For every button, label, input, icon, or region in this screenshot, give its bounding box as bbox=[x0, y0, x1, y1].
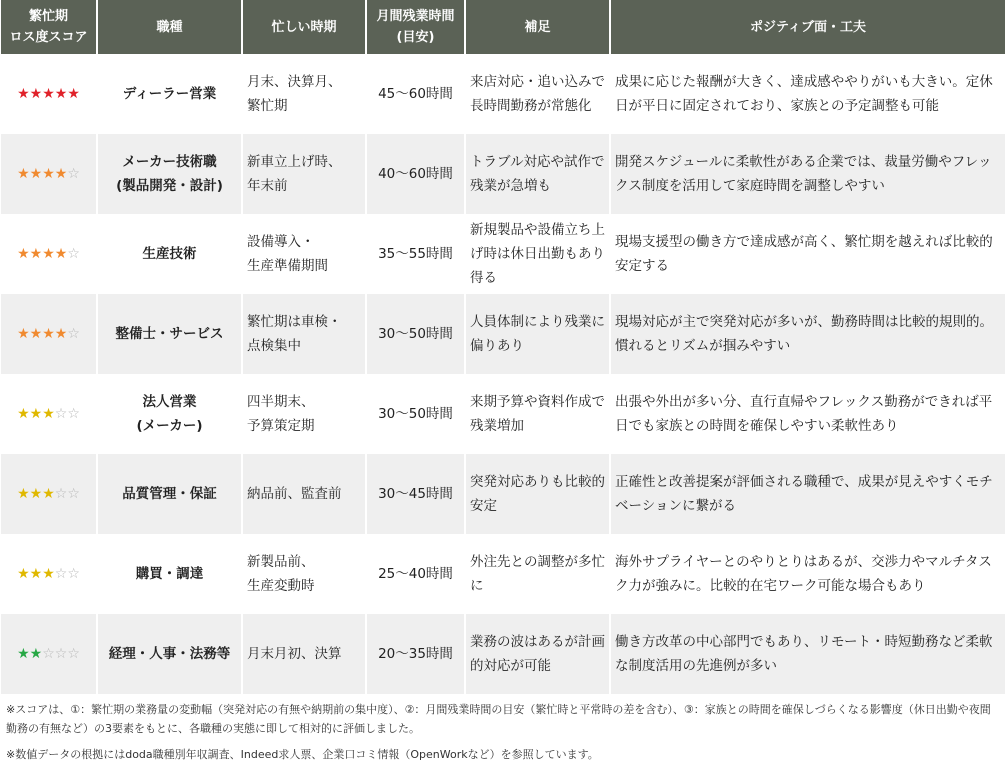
filled-stars-icon: ★★★★ bbox=[17, 246, 68, 262]
busy-period: 納品前、監査前 bbox=[242, 454, 366, 534]
table-header-row bbox=[1, 0, 1005, 54]
table-row bbox=[1, 534, 1005, 614]
overtime-hours: 35〜55時間 bbox=[366, 214, 465, 294]
header-note: 補足 bbox=[465, 0, 610, 54]
empty-stars-icon: ☆☆ bbox=[54, 566, 80, 582]
filled-stars-icon: ★★★★ bbox=[17, 166, 68, 182]
empty-stars-icon: ☆☆ bbox=[54, 406, 80, 422]
empty-stars-icon: ☆ bbox=[67, 326, 80, 342]
job-name: 経理・人事・法務等 bbox=[97, 614, 242, 694]
job-name: 整備士・サービス bbox=[97, 294, 242, 374]
overtime-hours: 30〜50時間 bbox=[366, 374, 465, 454]
table-row bbox=[1, 454, 1005, 534]
job-name: ディーラー営業 bbox=[97, 54, 242, 134]
busy-period: 四半期末、 予算策定期 bbox=[242, 374, 366, 454]
supplement-note: 業務の波はあるが計画的対応が可能 bbox=[465, 614, 610, 694]
score-stars bbox=[1, 214, 97, 294]
supplement-note: 来期予算や資料作成で残業増加 bbox=[465, 374, 610, 454]
positive-points: 働き方改革の中心部門でもあり、リモート・時短勤務など柔軟な制度活用の先進例が多い bbox=[610, 614, 1005, 694]
positive-points: 開発スケジュールに柔軟性がある企業では、裁量労働やフレックス制度を活用して家庭時間を調整しやすい bbox=[610, 134, 1005, 214]
overtime-hours: 25〜40時間 bbox=[366, 534, 465, 614]
busy-period: 設備導入・ 生産準備期間 bbox=[242, 214, 366, 294]
header-overtime: 月間残業時間 (目安) bbox=[366, 0, 465, 54]
overtime-hours: 30〜50時間 bbox=[366, 294, 465, 374]
supplement-note: トラブル対応や試作で残業が急増も bbox=[465, 134, 610, 214]
table-row bbox=[1, 294, 1005, 374]
filled-stars-icon: ★★ bbox=[17, 646, 43, 662]
filled-stars-icon: ★★★★ bbox=[17, 326, 68, 342]
job-name: 法人営業 (メーカー) bbox=[97, 374, 242, 454]
busy-period: 月末月初、決算 bbox=[242, 614, 366, 694]
positive-points: 現場支援型の働き方で達成感が高く、繁忙期を越えれば比較的安定する bbox=[610, 214, 1005, 294]
supplement-note: 新規製品や設備立ち上げ時は休日出勤もあり得る bbox=[465, 214, 610, 294]
header-score: 繁忙期 ロス度スコア bbox=[1, 0, 97, 54]
job-name: 品質管理・保証 bbox=[97, 454, 242, 534]
table-row bbox=[1, 134, 1005, 214]
header-busy-period: 忙しい時期 bbox=[242, 0, 366, 54]
filled-stars-icon: ★★★ bbox=[17, 486, 55, 502]
overtime-hours: 40〜60時間 bbox=[366, 134, 465, 214]
supplement-note: 外注先との調整が多忙に bbox=[465, 534, 610, 614]
busy-period: 新車立上げ時、 年末前 bbox=[242, 134, 366, 214]
filled-stars-icon: ★★★★★ bbox=[17, 86, 80, 102]
positive-points: 海外サプライヤーとのやりとりはあるが、交渉力やマルチタスク力が強みに。比較的在宅ワーク可能な場合もあり bbox=[610, 534, 1005, 614]
empty-stars-icon: ☆ bbox=[67, 166, 80, 182]
header-job: 職種 bbox=[97, 0, 242, 54]
footnote-source: ※数値データの根拠にはdoda職種別年収調査、Indeed求人票、企業口コミ情報（OpenWorkなど）を参照しています。 bbox=[6, 748, 599, 761]
empty-stars-icon: ☆☆☆ bbox=[42, 646, 80, 662]
job-name: 購買・調達 bbox=[97, 534, 242, 614]
job-name: メーカー技術職 (製品開発・設計) bbox=[97, 134, 242, 214]
score-stars bbox=[1, 374, 97, 454]
score-stars bbox=[1, 294, 97, 374]
supplement-note: 人員体制により残業に偏りあり bbox=[465, 294, 610, 374]
overtime-table bbox=[1, 0, 1005, 694]
supplement-note: 来店対応・追い込みで長時間勤務が常態化 bbox=[465, 54, 610, 134]
score-stars bbox=[1, 614, 97, 694]
positive-points: 成果に応じた報酬が大きく、達成感ややりがいも大きい。定休日が平日に固定されており、家族との予定調整も可能 bbox=[610, 54, 1005, 134]
busy-period: 月末、決算月、 繁忙期 bbox=[242, 54, 366, 134]
score-stars bbox=[1, 454, 97, 534]
job-name: 生産技術 bbox=[97, 214, 242, 294]
positive-points: 正確性と改善提案が評価される職種で、成果が見えやすくモチベーションに繋がる bbox=[610, 454, 1005, 534]
busy-period: 新製品前、 生産変動時 bbox=[242, 534, 366, 614]
table-row bbox=[1, 374, 1005, 454]
overtime-hours: 45〜60時間 bbox=[366, 54, 465, 134]
footnotes bbox=[0, 700, 1006, 764]
empty-stars-icon: ☆☆ bbox=[54, 486, 80, 502]
score-stars bbox=[1, 134, 97, 214]
score-stars bbox=[1, 534, 97, 614]
table-row bbox=[1, 54, 1005, 134]
score-stars bbox=[1, 54, 97, 134]
busy-period: 繁忙期は車検・ 点検集中 bbox=[242, 294, 366, 374]
filled-stars-icon: ★★★ bbox=[17, 406, 55, 422]
footnote-score: ※スコアは、①：繁忙期の業務量の変動幅（突発対応の有無や納期前の集中度）、②：月間残業時間の目安（繁忙時と平常時の差を含む）、③：家族との時間を確保しづらくなる影響度（休日出勤や夜間勤務の有無など）の3要素をもとに、各職種の実態に即して相対的に評価しました。 bbox=[6, 703, 991, 735]
overtime-hours: 20〜35時間 bbox=[366, 614, 465, 694]
filled-stars-icon: ★★★ bbox=[17, 566, 55, 582]
table-row bbox=[1, 614, 1005, 694]
table-row bbox=[1, 214, 1005, 294]
positive-points: 現場対応が主で突発対応が多いが、勤務時間は比較的規則的。慣れるとリズムが掴みやすい bbox=[610, 294, 1005, 374]
positive-points: 出張や外出が多い分、直行直帰やフレックス勤務ができれば平日でも家族との時間を確保しやすい柔軟性あり bbox=[610, 374, 1005, 454]
empty-stars-icon: ☆ bbox=[67, 246, 80, 262]
supplement-note: 突発対応ありも比較的安定 bbox=[465, 454, 610, 534]
header-positive: ポジティブ面・工夫 bbox=[610, 0, 1005, 54]
overtime-hours: 30〜45時間 bbox=[366, 454, 465, 534]
